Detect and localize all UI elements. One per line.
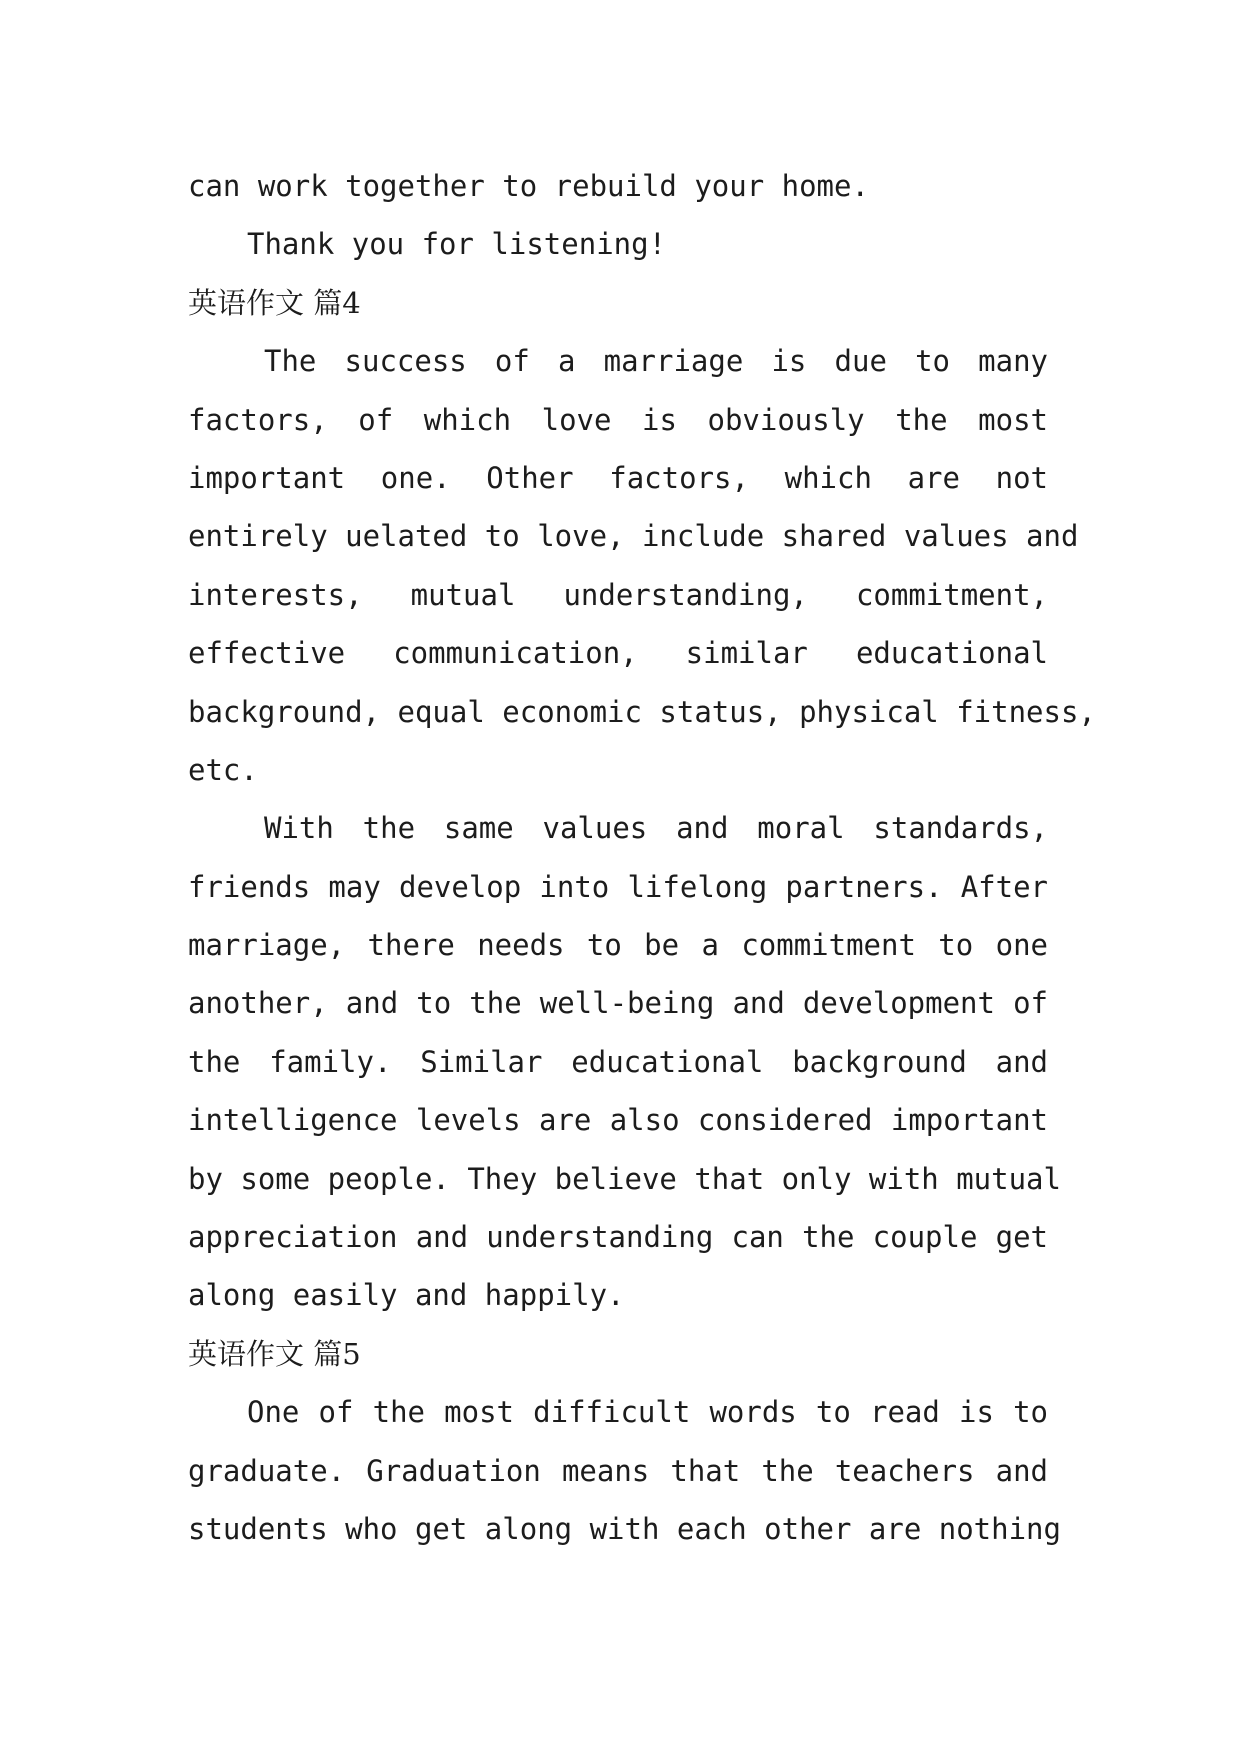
paragraph-line: important one. Other factors, which are not bbox=[188, 460, 1048, 495]
paragraph-line: etc. bbox=[188, 752, 258, 787]
paragraph-line: effective communication, similar educational bbox=[188, 636, 1048, 671]
paragraph-line: another, and to the well-being and development of bbox=[188, 986, 1048, 1021]
paragraph-line: intelligence levels are also considered important bbox=[188, 1103, 1048, 1138]
paragraph-line: entirely uelated to love, include shared values and bbox=[188, 519, 1079, 554]
paragraph-line: by some people. They believe that only with mutual bbox=[188, 1161, 1061, 1196]
paragraph-line: marriage, there needs to be a commitment to one bbox=[188, 928, 1048, 963]
paragraph-line: interests, mutual understanding, commitment, bbox=[188, 577, 1048, 612]
section-heading: 英语作文 篇4 bbox=[188, 285, 361, 320]
paragraph-line: One of the most difficult words to read is to bbox=[247, 1395, 1048, 1430]
paragraph-line: appreciation and understanding can the couple get bbox=[188, 1220, 1048, 1255]
text-line: Thank you for listening! bbox=[247, 227, 667, 262]
paragraph-line: The success of a marriage is due to many bbox=[264, 344, 1048, 379]
text-line: can work together to rebuild your home. bbox=[188, 169, 869, 203]
paragraph-line: graduate. Graduation means that the teachers and bbox=[188, 1453, 1048, 1488]
section-heading: 英语作文 篇5 bbox=[188, 1336, 361, 1371]
paragraph-line: students who get along with each other are nothing bbox=[188, 1511, 1061, 1546]
paragraph-line: friends may develop into lifelong partners. After bbox=[188, 869, 1048, 904]
paragraph-line: factors, of which love is obviously the most bbox=[188, 402, 1048, 437]
paragraph-line: With the same values and moral standards, bbox=[264, 811, 1048, 846]
document-page bbox=[188, 157, 1096, 1558]
paragraph-line: background, equal economic status, physical fitness, bbox=[188, 694, 1096, 729]
paragraph-line: along easily and happily. bbox=[188, 1278, 625, 1313]
paragraph-line: the family. Similar educational background and bbox=[188, 1044, 1048, 1079]
